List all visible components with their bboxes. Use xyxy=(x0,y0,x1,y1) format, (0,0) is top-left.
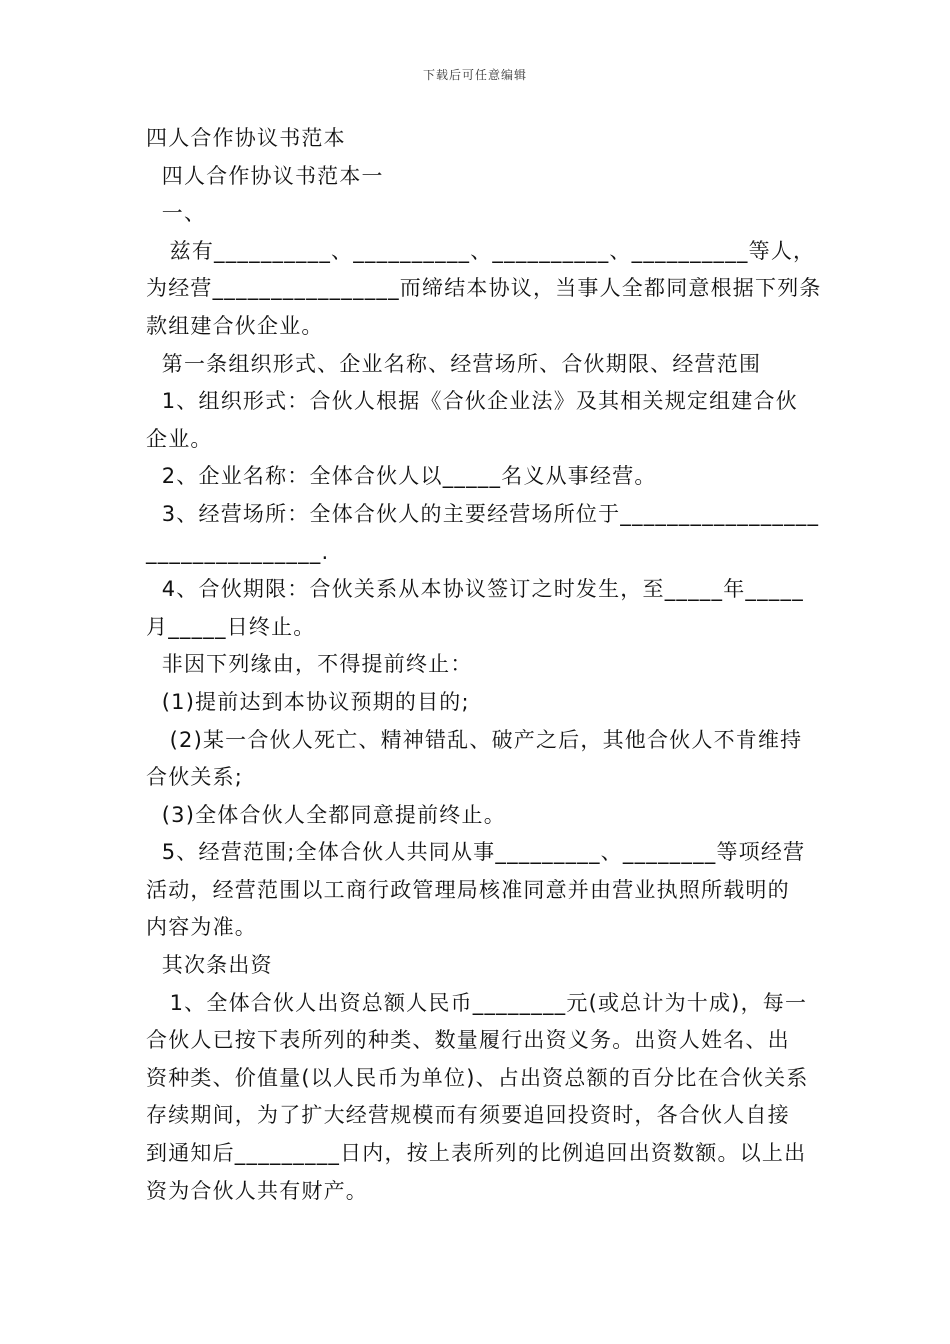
document-title: 四人合作协议书范本 xyxy=(146,126,346,150)
paragraph-line: 款组建合伙企业。 xyxy=(146,313,324,338)
paragraph-line: _______________. xyxy=(146,539,330,564)
list-item: (2)某一合伙人死亡、精神错乱、破产之后，其他合伙人不肯维持 xyxy=(146,727,803,752)
paragraph-line: 非因下列缘由，不得提前终止： xyxy=(146,652,473,677)
paragraph-line: 1、组织形式：合伙人根据《合伙企业法》及其相关规定组建合伙 xyxy=(146,389,798,414)
paragraph-line: 到通知后_________日内，按上表所列的比例追回出资数额。以上出 xyxy=(146,1141,807,1166)
list-item: (3)全体合伙人全都同意提前终止。 xyxy=(146,802,506,827)
paragraph-line: 活动，经营范围以工商行政管理局核准同意并由营业执照所载明的 xyxy=(146,877,790,902)
paragraph-line: 一、 xyxy=(146,201,207,226)
paragraph-line: 4、合伙期限：合伙关系从本协议签订之时发生，至_____年_____ xyxy=(146,577,804,602)
clause-heading: 其次条出资 xyxy=(146,953,273,978)
paragraph-line: 资为合伙人共有财产。 xyxy=(146,1178,368,1203)
paragraph-line: 为经营________________而缔结本协议，当事人全都同意根据下列条 xyxy=(146,276,822,301)
paragraph-line: 2、企业名称：全体合伙人以_____名义从事经营。 xyxy=(146,464,657,489)
list-item: 合伙关系; xyxy=(146,765,244,790)
paragraph-line: 1、全体合伙人出资总额人民币________元(或总计为十成)，每一 xyxy=(146,990,808,1015)
paragraph-line: 存续期间，为了扩大经营规模而有须要追回投资时，各合伙人自接 xyxy=(146,1103,790,1128)
section-title: 四人合作协议书范本一 xyxy=(146,163,384,188)
paragraph-line: 5、经营范围;全体合伙人共同从事_________、________等项经营 xyxy=(146,840,806,865)
clause-heading: 第一条组织形式、企业名称、经营场所、合伙期限、经营范围 xyxy=(146,351,762,376)
list-item: (1)提前达到本协议预期的目的; xyxy=(146,689,470,714)
paragraph-line: 合伙人已按下表所列的种类、数量履行出资义务。出资人姓名、出 xyxy=(146,1028,790,1053)
header-note: 下载后可任意编辑 xyxy=(422,68,527,82)
paragraph-line: 内容为准。 xyxy=(146,915,257,940)
paragraph-line: 月_____日终止。 xyxy=(146,614,316,639)
paragraph-line: 资种类、价值量(以人民币为单位)、占出资总额的百分比在合伙关系 xyxy=(146,1065,809,1090)
paragraph-line: 3、经营场所：全体合伙人的主要经营场所位于_________________ xyxy=(146,501,820,526)
paragraph-line: 企业。 xyxy=(146,426,213,451)
document-body xyxy=(146,120,822,1210)
paragraph-line: 兹有__________、__________、__________、__________等人， xyxy=(146,238,816,263)
